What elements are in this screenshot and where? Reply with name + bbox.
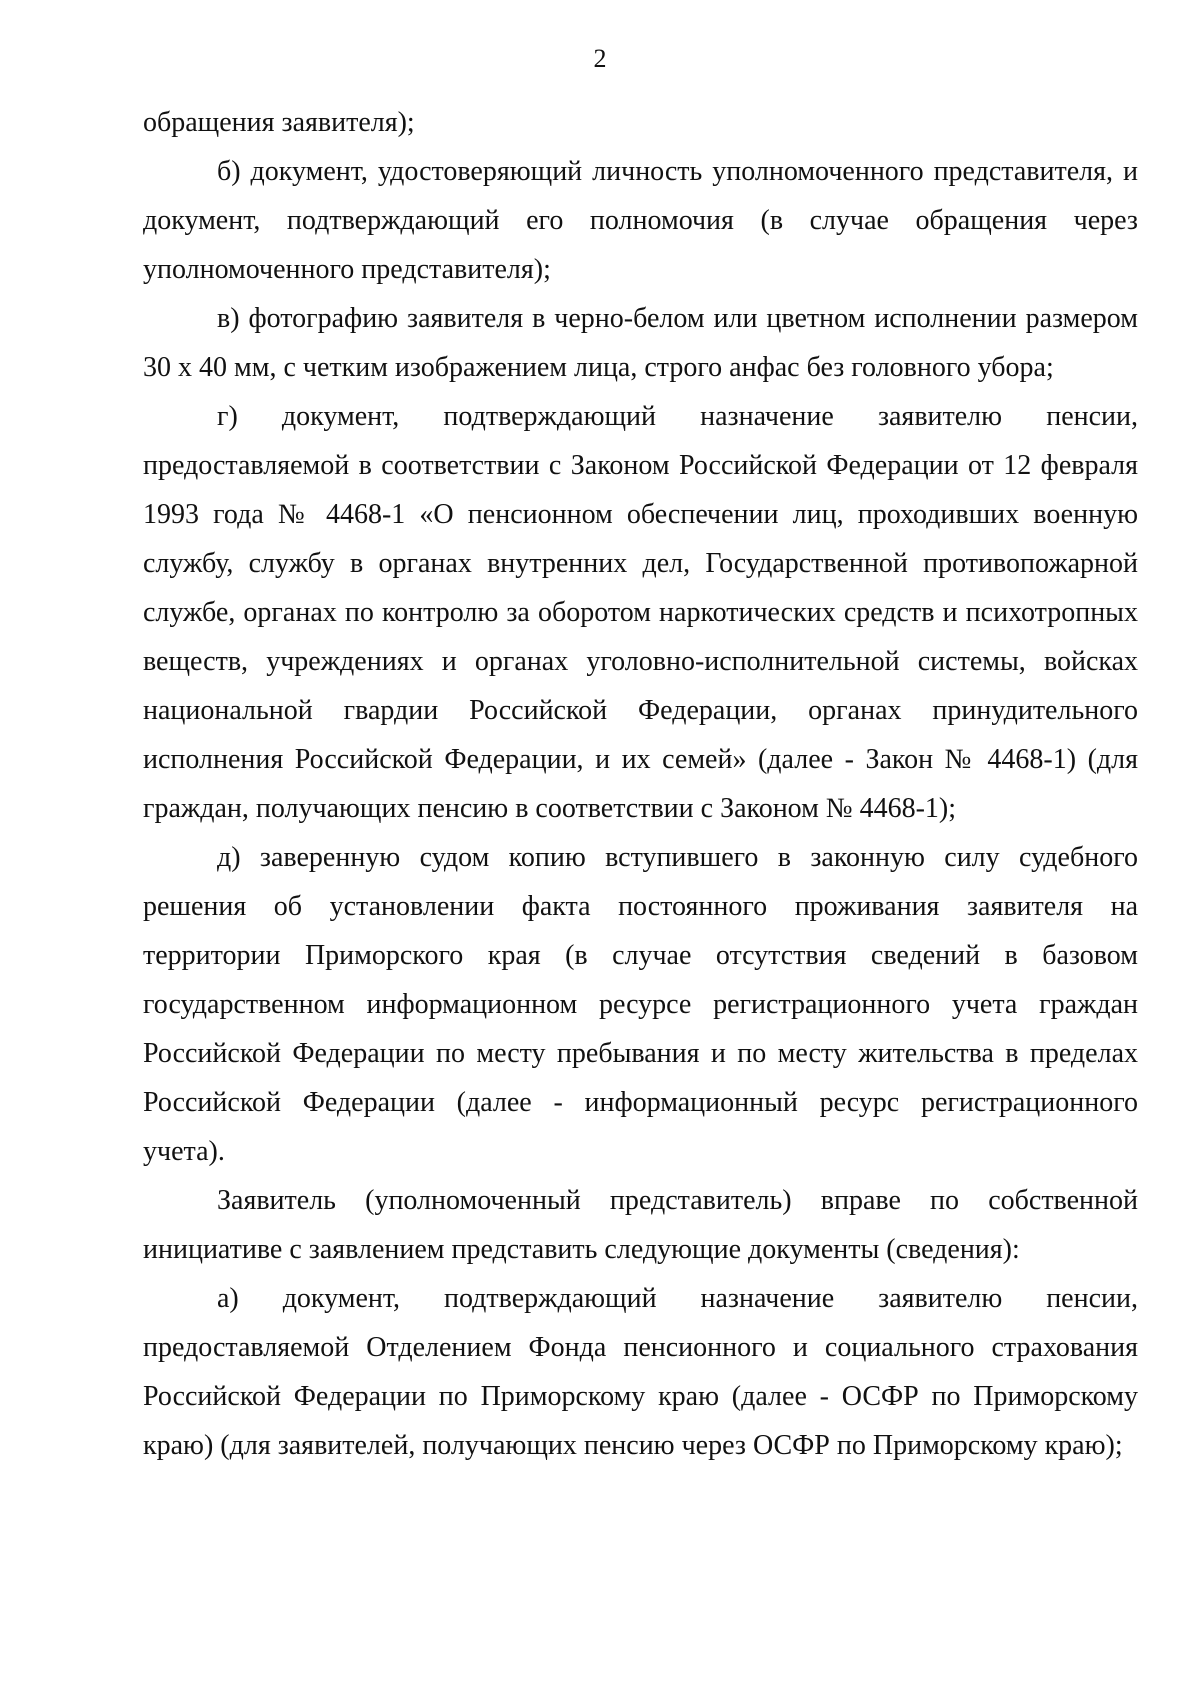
paragraph-item-a: а) документ, подтверждающий назначение заявителю пенсии, предоставляемой Отделением Фонда пенсионного и социального страхования Российской Федерации по Приморскому краю (далее - ОСФР по Приморскому краю) (для заявителей, получающих пенсию через ОСФР по Приморскому краю); (143, 1283, 1138, 1461)
paragraph-item-g: г) документ, подтверждающий назначение заявителю пенсии, предоставляемой в соответствии с Законом Российской Федерации от 12 февраля 1993 года № 4468-1 «О пенсионном обеспечении лиц, проходивших военную службу, службу в органах внутренних дел, Государственной противопожарной службе, органах по контролю за оборотом наркотических средств и психотропных веществ, учреждениях и органах уголовно-исполнительной системы, войсках национальной гвардии Российской Федерации, органах принудительного исполнения Российской Федерации, и их семей» (далее - Закон № 4468-1) (для граждан, получающих пенсию в соответствии с Законом № 4468-1); (143, 401, 1138, 824)
page-number: 2 (593, 44, 607, 73)
paragraph-applicant-right: Заявитель (уполномоченный представитель) вправе по собственной инициативе с заявлением представить следующие документы (сведения): (143, 1185, 1138, 1265)
document-body (143, 98, 1138, 1470)
paragraph-item-d: д) заверенную судом копию вступившего в законную силу судебного решения об установлении факта постоянного проживания заявителя на территории Приморского края (в случае отсутствия сведений в базовом государственном информационном ресурсе регистрационного учета граждан Российской Федерации по месту пребывания и по месту жительства в пределах Российской Федерации (далее - информационный ресурс регистрационного учета). (143, 842, 1138, 1167)
paragraph-item-b: б) документ, удостоверяющий личность уполномоченного представителя, и документ, подтверждающий его полномочия (в случае обращения через уполномоченного представителя); (143, 156, 1138, 285)
paragraph-continuation: обращения заявителя); (143, 107, 415, 138)
paragraph-item-v: в) фотографию заявителя в черно-белом или цветном исполнении размером 30 x 40 мм, с четким изображением лица, строго анфас без головного убора; (143, 303, 1138, 383)
